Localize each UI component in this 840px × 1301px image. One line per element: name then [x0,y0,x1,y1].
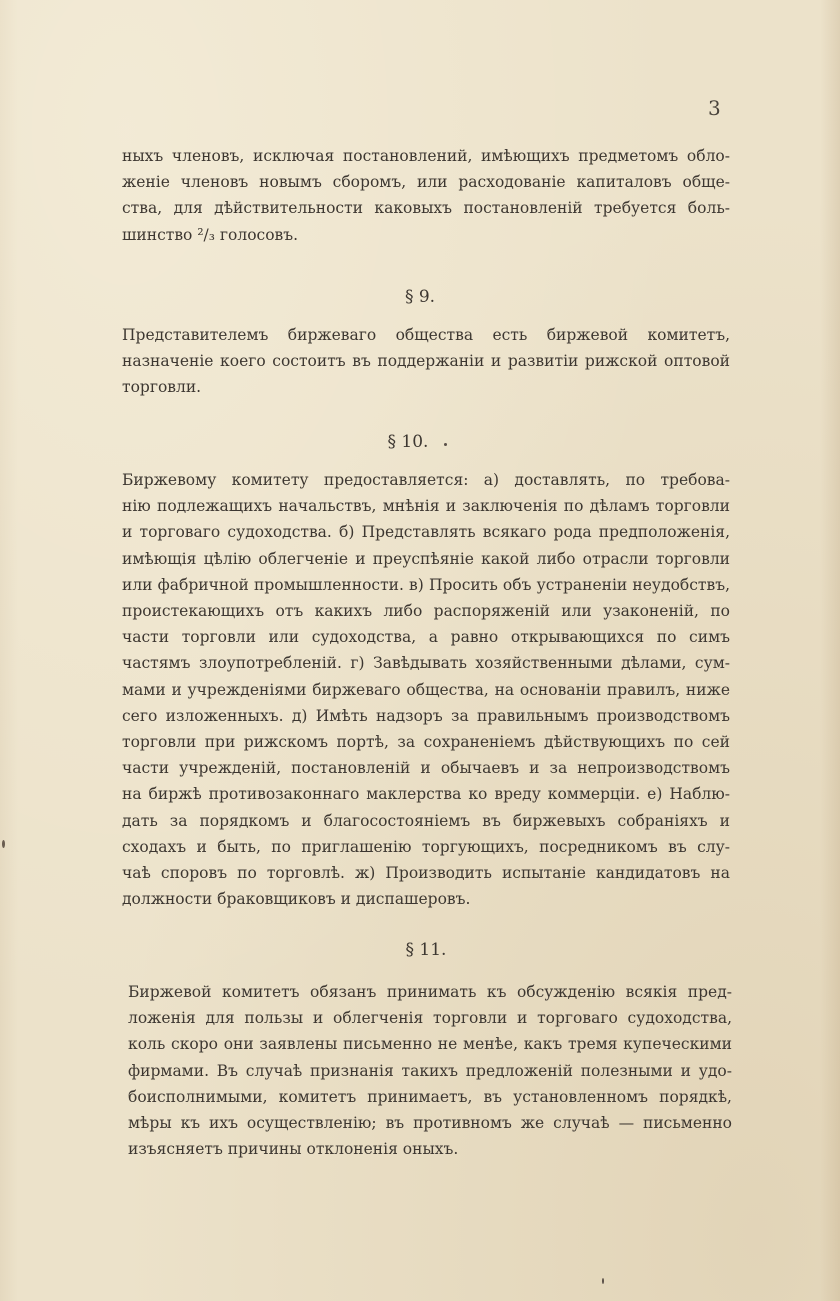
print-speck [444,443,447,446]
text-line: изъясняетъ причины отклоненія оныхъ. [128,1140,459,1159]
text-line: части учрежденій, постановленій и обычаевъ и за непроизводствомъ [122,759,730,778]
text-line: мами и учрежденіями биржеваго общества, на основаніи правилъ, ниже [122,680,730,699]
text-line: Биржевому комитету предоставляется: а) доставлять, по требова- [122,471,730,489]
text-line: на биржѣ противозаконнаго маклерства ко вреду коммерціи. е) Наблю- [122,785,730,804]
text-line: сего изложенныхъ. д) Имѣть надзоръ за правильнымъ производствомъ [122,706,730,725]
text-line: коль скоро они заявлены письменно не менѣе, какъ тремя купеческими [128,1035,732,1054]
text-line: имѣющія цѣлію облегченіе и преуспѣяніе какой либо отрасли торговли [122,549,730,568]
text-line: шинство ²/₃ голосовъ. [122,225,299,244]
paragraph-continuation [122,143,730,248]
paragraph-section-9 [122,322,730,401]
text-line: Биржевой комитетъ обязанъ принимать къ обсужденію всякія пред- [128,983,732,1001]
text-line: торговли при рижскомъ портѣ, за сохраненіемъ дѣйствующихъ по сей [122,733,730,752]
text-line: дать за порядкомъ и благосостояніемъ въ биржевыхъ собраніяхъ и [122,811,730,830]
text-line: нію подлежащихъ начальствъ, мнѣнія и заключенія по дѣламъ торговли [122,497,730,516]
text-line: сходахъ и быть, по приглашенію торгующихъ, посредникомъ въ слу- [122,837,730,856]
text-line: или фабричной промышленности. в) Просить объ устраненіи неудобствъ, [122,575,730,594]
text-line: назначеніе коего состоитъ въ поддержаніи и развитіи рижской оптовой [122,352,730,371]
text-line: и торговаго судоходства. б) Представлять всякаго рода предположенія, [122,523,730,542]
text-line: частямъ злоупотребленій. г) Завѣдывать хозяйственными дѣлами, сум- [122,654,730,673]
section-heading-11: § 11. [405,940,447,960]
text-line: ложенія для пользы и облегченія торговли и торговаго судоходства, [128,1009,732,1028]
section-heading-10: § 10. [387,432,429,452]
text-line: ства, для дѣйствительности каковыхъ постановленій требуется боль- [122,199,730,218]
text-line: части торговли или судоходства, а равно открывающихся по симъ [122,628,730,647]
text-line: боисполнимыми, комитетъ принимаетъ, въ установленномъ порядкѣ, [128,1087,732,1106]
text-line: чаѣ споровъ по торговлѣ. ж) Производить испытаніе кандидатовъ на [122,864,730,883]
text-line: должности браковщиковъ и диспашеровъ. [122,890,471,909]
page-number: 3 [708,96,721,120]
text-line: проистекающихъ отъ какихъ либо распоряженій или узаконеній, по [122,602,730,621]
section-heading-9: § 9. [404,287,436,307]
text-line: мѣры къ ихъ осуществленію; въ противномъ же случаѣ — письменно [128,1114,732,1133]
text-line: ныхъ членовъ, исключая постановлений, имѣющихъ предметомъ обло- [122,147,730,165]
paragraph-section-10 [122,467,730,912]
text-line: фирмами. Въ случаѣ признанія такихъ предложеній полезными и удо- [128,1061,732,1080]
text-line: Представителемъ биржеваго общества есть биржевой комитетъ, [122,326,730,344]
text-line: торговли. [122,378,202,397]
print-speck [602,1278,604,1284]
paragraph-section-11 [128,979,732,1162]
text-line: женіе членовъ новымъ сборомъ, или расходованіе капиталовъ обще- [122,173,730,192]
print-speck [2,840,5,848]
